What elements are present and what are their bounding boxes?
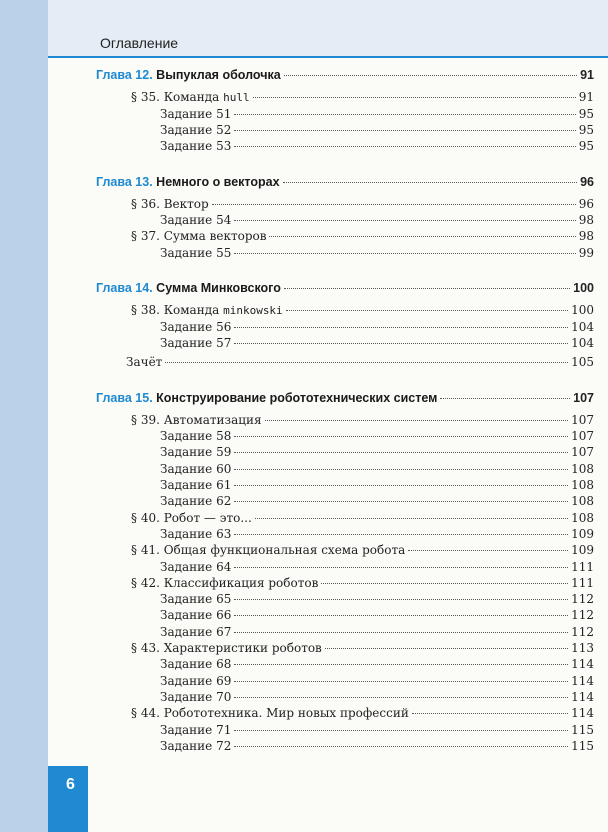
entry-page-number: 108: [571, 478, 594, 492]
toc-task-entry: [96, 657, 594, 673]
toc-zachet-entry: [96, 355, 594, 371]
toc-section-entry: [96, 90, 594, 106]
dot-leader: [234, 567, 568, 568]
toc-chapter-entry: [96, 391, 594, 407]
toc-entry-label: [96, 511, 252, 525]
entry-page-number: 98: [578, 213, 594, 228]
entry-page-number: 100: [571, 303, 594, 318]
dot-leader: [234, 746, 568, 747]
entry-text: Задание 68: [160, 657, 232, 672]
entry-text: Зачёт: [126, 355, 163, 370]
entry-text: Задание 67: [160, 624, 232, 639]
entry-text: § 37. Сумма векторов: [131, 229, 267, 244]
toc-section-entry: [96, 706, 594, 722]
entry-text: Задание 57: [160, 335, 232, 350]
toc-entry-label: [96, 674, 231, 688]
dot-leader: [234, 664, 568, 665]
entry-text: Задание 54: [160, 213, 232, 228]
toc-entry-label: [96, 494, 231, 508]
entry-page-number: 91: [580, 68, 594, 82]
toc-entry-label: [96, 576, 318, 590]
toc-entry-label: [96, 229, 266, 243]
toc-entry-label: [96, 139, 231, 153]
toc-entry-label: [96, 608, 231, 622]
chapter-title: Сумма Минковского: [156, 281, 281, 295]
entry-page-number: 96: [578, 196, 594, 211]
toc-section-entry: [96, 197, 594, 213]
toc-task-entry: [96, 560, 594, 576]
toc-chapter-entry: [96, 281, 594, 297]
toc-task-entry: [96, 107, 594, 123]
entry-page-number: 115: [571, 738, 594, 753]
entry-text: Задание 51: [160, 106, 232, 121]
toc-entry-label: [96, 303, 283, 317]
toc-entry-label: [96, 355, 162, 369]
dot-leader: [234, 681, 568, 682]
entry-text: § 39. Автоматизация: [131, 412, 262, 427]
dot-leader: [165, 362, 568, 363]
entry-text: Задание 53: [160, 139, 232, 154]
toc-task-entry: [96, 625, 594, 641]
command-name: hull: [223, 91, 250, 105]
entry-text: Задание 56: [160, 319, 232, 334]
entry-page-number: 112: [571, 624, 594, 639]
entry-page-number: 95: [578, 106, 594, 121]
entry-text: Задание 58: [160, 429, 232, 444]
toc-section-entry: [96, 303, 594, 319]
entry-text: Задание 61: [160, 478, 232, 492]
entry-page-number: 107: [571, 429, 594, 444]
dot-leader: [408, 550, 568, 551]
dot-leader: [325, 648, 568, 649]
entry-text: Задание 69: [160, 673, 232, 688]
dot-leader: [234, 534, 568, 535]
toc-section-entry: [96, 543, 594, 559]
chapter-number: Глава 14.: [96, 281, 153, 295]
toc-chapter-entry: [96, 68, 594, 84]
dot-leader: [234, 469, 568, 470]
toc-entry-label: [96, 723, 231, 737]
entry-page-number: 108: [571, 510, 594, 525]
command-name: minkowski: [223, 304, 283, 318]
entry-page-number: 108: [571, 461, 594, 476]
entry-page-number: 114: [571, 673, 594, 688]
entry-page-number: 98: [578, 229, 594, 244]
dot-leader: [283, 182, 578, 183]
toc-entry-label: [96, 175, 280, 189]
entry-text: Задание 62: [160, 494, 232, 509]
entry-text: Задание 59: [160, 445, 232, 460]
entry-page-number: 112: [571, 608, 594, 623]
entry-page-number: 114: [571, 657, 594, 672]
chapter-number: Глава 13.: [96, 174, 153, 189]
entry-text: § 40. Робот — это...: [131, 510, 252, 525]
dot-leader: [321, 583, 568, 584]
page-header-title: Оглавление: [100, 35, 179, 51]
dot-leader: [440, 398, 570, 399]
dot-leader: [234, 615, 568, 616]
toc-entry-label: [96, 391, 437, 405]
entry-text: Задание 60: [160, 461, 232, 476]
entry-text: § 42. Классификация роботов: [131, 575, 319, 590]
toc-task-entry: [96, 592, 594, 608]
dot-leader: [234, 632, 568, 633]
entry-text: Задание 65: [160, 592, 232, 607]
toc-entry-label: [96, 107, 231, 121]
dot-leader: [234, 501, 568, 502]
entry-page-number: 104: [571, 319, 594, 334]
toc-entry-label: [96, 739, 231, 753]
dot-leader: [253, 97, 576, 98]
toc-task-entry: [96, 123, 594, 139]
toc-task-entry: [96, 674, 594, 690]
entry-text: Задание 70: [160, 689, 232, 704]
toc-task-entry: [96, 139, 594, 155]
entry-page-number: 109: [571, 543, 594, 558]
toc-entry-label: [96, 429, 231, 443]
dot-leader: [269, 236, 575, 237]
entry-page-number: 100: [573, 281, 594, 295]
dot-leader: [286, 310, 568, 311]
dot-leader: [234, 436, 568, 437]
toc-entry-label: [96, 68, 281, 82]
left-color-band: [0, 0, 48, 832]
dot-leader: [255, 518, 568, 519]
toc-entry-label: [96, 413, 262, 427]
toc-entry-label: [96, 246, 231, 260]
toc-entry-label: [96, 90, 250, 104]
entry-text: Задание 64: [160, 559, 232, 574]
toc-entry-label: [96, 213, 231, 227]
entry-text: § 44. Робототехника. Мир новых профессий: [131, 706, 409, 721]
toc-entry-label: [96, 527, 231, 541]
entry-page-number: 107: [571, 445, 594, 460]
toc-task-entry: [96, 494, 594, 510]
dot-leader: [234, 130, 575, 131]
toc-task-entry: [96, 739, 594, 755]
entry-text: § 38. Команда: [131, 303, 224, 318]
toc-task-entry: [96, 690, 594, 706]
header-divider: [48, 56, 608, 58]
entry-page-number: 114: [571, 706, 594, 721]
toc-task-entry: [96, 445, 594, 461]
entry-page-number: 107: [573, 390, 594, 405]
toc-task-entry: [96, 320, 594, 336]
toc-entry-label: [96, 336, 231, 350]
dot-leader: [284, 288, 570, 289]
toc-entry-label: [96, 641, 322, 655]
chapter-number: Глава 12.: [96, 68, 153, 82]
entry-page-number: 114: [571, 689, 594, 704]
toc-chapter-entry: [96, 175, 594, 191]
entry-text: Задание 55: [160, 245, 232, 260]
chapter-title: Немного о векторах: [156, 174, 280, 189]
dot-leader: [234, 253, 575, 254]
entry-page-number: 95: [578, 139, 594, 154]
entry-text: Задание 52: [160, 122, 232, 137]
entry-page-number: 104: [571, 335, 594, 350]
toc-entry-label: [96, 560, 231, 574]
toc-entry-label: [96, 690, 231, 704]
toc-entry-label: [96, 706, 409, 720]
toc-task-entry: [96, 723, 594, 739]
entry-page-number: 96: [580, 174, 594, 189]
toc-entry-label: [96, 445, 231, 459]
dot-leader: [212, 204, 576, 205]
toc-entry-label: [96, 592, 231, 606]
entry-page-number: 91: [578, 90, 594, 105]
toc-task-entry: [96, 608, 594, 624]
entry-text: Задание 63: [160, 526, 232, 541]
page-number-box: [48, 766, 88, 832]
toc-entry-label: [96, 478, 231, 492]
dot-leader: [234, 327, 568, 328]
toc-task-entry: [96, 213, 594, 229]
dot-leader: [234, 697, 568, 698]
dot-leader: [234, 730, 568, 731]
dot-leader: [412, 713, 568, 714]
toc-section-entry: [96, 413, 594, 429]
chapter-number: Глава 15.: [96, 390, 153, 405]
toc-entry-label: [96, 123, 231, 137]
entry-page-number: 107: [571, 412, 594, 427]
chapter-title: Конструирование робототехнических систем: [156, 390, 438, 405]
toc-entry-label: [96, 625, 231, 639]
toc-section-entry: [96, 576, 594, 592]
chapter-title: Выпуклая оболочка: [156, 68, 281, 82]
dot-leader: [234, 599, 568, 600]
entry-page-number: 113: [571, 641, 594, 655]
entry-text: § 43. Характеристики роботов: [131, 641, 322, 655]
toc-section-entry: [96, 641, 594, 657]
entry-page-number: 111: [571, 559, 594, 574]
entry-page-number: 109: [571, 526, 594, 541]
toc-task-entry: [96, 478, 594, 494]
dot-leader: [234, 114, 575, 115]
dot-leader: [234, 146, 575, 147]
entry-text: Задание 66: [160, 608, 232, 623]
toc-task-entry: [96, 336, 594, 352]
dot-leader: [234, 343, 568, 344]
dot-leader: [234, 220, 575, 221]
entry-text: § 35. Команда: [131, 90, 224, 105]
toc-entry-label: [96, 281, 281, 295]
entry-page-number: 111: [571, 575, 594, 590]
page-number: 6: [66, 776, 75, 793]
entry-page-number: 105: [571, 355, 594, 370]
dot-leader: [234, 485, 568, 486]
toc-task-entry: [96, 246, 594, 262]
toc-entry-label: [96, 462, 231, 476]
toc-entry-label: [96, 657, 231, 671]
toc-entry-label: [96, 320, 231, 334]
toc-task-entry: [96, 429, 594, 445]
dot-leader: [234, 452, 568, 453]
entry-text: Задание 72: [160, 738, 232, 753]
toc-section-entry: [96, 511, 594, 527]
entry-page-number: 95: [578, 122, 594, 137]
entry-text: Задание 71: [160, 722, 232, 737]
entry-text: § 36. Вектор: [131, 196, 209, 211]
entry-page-number: 108: [571, 494, 594, 509]
toc-entry-label: [96, 543, 405, 557]
entry-page-number: 99: [578, 245, 594, 260]
toc-task-entry: [96, 462, 594, 478]
entry-page-number: 112: [571, 592, 594, 607]
entry-text: § 41. Общая функциональная схема робота: [131, 543, 406, 558]
toc-section-entry: [96, 229, 594, 245]
entry-page-number: 115: [571, 722, 594, 737]
toc-entry-label: [96, 197, 209, 211]
dot-leader: [265, 420, 569, 421]
toc-task-entry: [96, 527, 594, 543]
dot-leader: [284, 75, 577, 76]
